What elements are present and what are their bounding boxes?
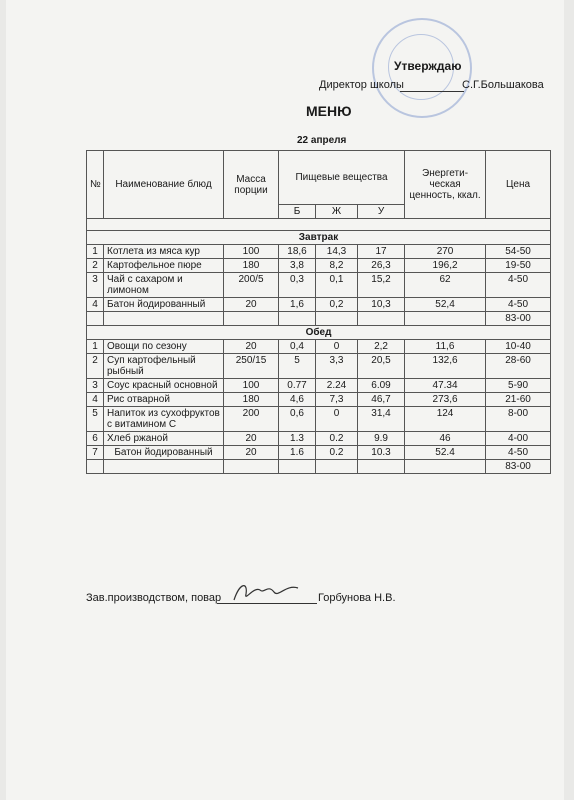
table-row: 4 Рис отварной 180 4,6 7,3 46,7 273,6 21-60 (87, 393, 551, 407)
page-title: МЕНЮ (306, 103, 352, 119)
approval-label: Утверждаю (394, 59, 462, 73)
table-row: 7 Батон йодированный 20 1.6 0.2 10.3 52.4 4-50 (87, 446, 551, 460)
table-row: 4 Батон йодированный 20 1,6 0,2 10,3 52,4 4-50 (87, 298, 551, 312)
dish-name: Картофельное пюре (104, 259, 224, 273)
cook-signature (230, 580, 302, 604)
dish-name: Напиток из сухофруктов с витамином С (104, 407, 224, 432)
cook-name: Горбунова Н.В. (318, 592, 396, 604)
dish-name: Овощи по сезону (104, 340, 224, 354)
total-row (87, 312, 551, 326)
cook-signature-line (217, 603, 317, 604)
table-row: 2 Суп картофельный рыбный 250/15 5 3,3 20,5 132,6 28-60 (87, 354, 551, 379)
table-row: 5 Напиток из сухофруктов с витамином С 200 0,6 0 31,4 124 8-00 (87, 407, 551, 432)
dish-name: Батон йодированный (104, 446, 224, 460)
table-row: 3 Соус красный основной 100 0.77 2.24 6.09 47.34 5-90 (87, 379, 551, 393)
col-num-header: № (87, 151, 104, 219)
menu-table (86, 150, 551, 474)
col-u-header: У (358, 205, 405, 219)
section-breakfast: Завтрак (87, 231, 551, 245)
col-mass-header: Масса порции (224, 151, 279, 219)
dish-name: Котлета из мяса кур (104, 245, 224, 259)
breakfast-total: 83-00 (486, 312, 551, 326)
col-energy-header: Энергети-ческая ценность, ккал. (405, 151, 486, 219)
director-label: Директор школы (319, 79, 404, 91)
dish-name: Чай с сахаром и лимоном (104, 273, 224, 298)
table-row: 1 Овощи по сезону 20 0,4 0 2,2 11,6 10-40 (87, 340, 551, 354)
col-name-header: Наименование блюд (104, 151, 224, 219)
footer-label: Зав.производством, повар (86, 592, 222, 604)
total-row (87, 460, 551, 474)
col-zh-header: Ж (316, 205, 358, 219)
director-name: С.Г.Большакова (462, 79, 544, 91)
col-price-header: Цена (486, 151, 551, 219)
spacer-row (87, 219, 551, 231)
director-signature-line (400, 91, 464, 92)
dish-name: Хлеб ржаной (104, 432, 224, 446)
dish-name: Соус красный основной (104, 379, 224, 393)
menu-date: 22 апреля (297, 135, 347, 146)
table-row: 6 Хлеб ржаной 20 1.3 0.2 9.9 46 4-00 (87, 432, 551, 446)
col-nutrients-header: Пищевые вещества (279, 151, 405, 205)
dish-name: Суп картофельный рыбный (104, 354, 224, 379)
dish-name: Рис отварной (104, 393, 224, 407)
table-row: 1 Котлета из мяса кур 100 18,6 14,3 17 270 54-50 (87, 245, 551, 259)
section-lunch: Обед (87, 326, 551, 340)
col-b-header: Б (279, 205, 316, 219)
table-row: 3 Чай с сахаром и лимоном 200/5 0,3 0,1 15,2 62 4-50 (87, 273, 551, 298)
table-row: 2 Картофельное пюре 180 3,8 8,2 26,3 196,2 19-50 (87, 259, 551, 273)
dish-name: Батон йодированный (104, 298, 224, 312)
lunch-total: 83-00 (486, 460, 551, 474)
